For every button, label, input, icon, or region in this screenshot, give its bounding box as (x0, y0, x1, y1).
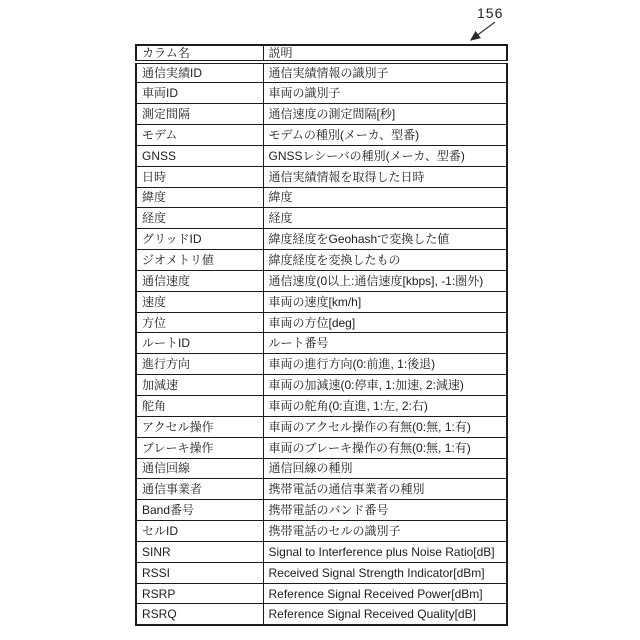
table-row (136, 250, 507, 271)
table-row (136, 166, 507, 187)
column-name-cell: 進行方向 (136, 354, 263, 375)
description-cell: Reference Signal Received Quality[dB] (263, 604, 507, 625)
column-name-cell: 方位 (136, 312, 263, 333)
description-cell: Signal to Interference plus Noise Ratio[dB] (263, 541, 507, 562)
column-name-cell: 通信回線 (136, 458, 263, 479)
column-name-cell: RSSI (136, 562, 263, 583)
description-cell: 車両の識別子 (263, 83, 507, 104)
description-cell: 通信回線の種別 (263, 458, 507, 479)
description-cell: Reference Signal Received Power[dBm] (263, 583, 507, 604)
column-name-cell: 通信実績ID (136, 62, 263, 83)
table-row (136, 125, 507, 146)
header-description: 説明 (263, 45, 507, 62)
table-row (136, 521, 507, 542)
column-name-cell: Band番号 (136, 500, 263, 521)
description-cell: 携帯電話のバンド番号 (263, 500, 507, 521)
table-row (136, 270, 507, 291)
figure-pointer-arrow-icon (450, 0, 510, 50)
column-name-cell: RSRP (136, 583, 263, 604)
description-cell: 通信実績情報を取得した日時 (263, 166, 507, 187)
column-name-cell: グリッドID (136, 229, 263, 250)
table-row (136, 104, 507, 125)
table-row (136, 83, 507, 104)
table-row (136, 416, 507, 437)
header-row (136, 45, 507, 62)
table-row (136, 375, 507, 396)
description-cell: 車両の進行方向(0:前進, 1:後退) (263, 354, 507, 375)
description-cell: モデムの種別(メーカ、型番) (263, 125, 507, 146)
description-cell: 車両の方位[deg] (263, 312, 507, 333)
description-cell: 携帯電話の通信事業者の種別 (263, 479, 507, 500)
table-row (136, 354, 507, 375)
description-cell: 車両の速度[km/h] (263, 291, 507, 312)
table-row (136, 458, 507, 479)
description-cell: 緯度経度をGeohashで変換した値 (263, 229, 507, 250)
table-row (136, 312, 507, 333)
column-name-cell: 経度 (136, 208, 263, 229)
description-cell: 通信実績情報の識別子 (263, 62, 507, 83)
description-cell: GNSSレシーバの種別(メーカ、型番) (263, 145, 507, 166)
column-name-cell: 通信速度 (136, 270, 263, 291)
table-row (136, 500, 507, 521)
column-name-cell: ブレーキ操作 (136, 437, 263, 458)
description-cell: 緯度 (263, 187, 507, 208)
table-row (136, 62, 507, 83)
table-body (136, 62, 507, 625)
column-name-cell: モデム (136, 125, 263, 146)
description-cell: ルート番号 (263, 333, 507, 354)
description-cell: 通信速度(0以上:通信速度[kbps], -1:圏外) (263, 270, 507, 291)
description-cell: 車両の加減速(0:停車, 1:加速, 2:減速) (263, 375, 507, 396)
table-row (136, 541, 507, 562)
table-row (136, 208, 507, 229)
description-cell: 経度 (263, 208, 507, 229)
table-header (136, 45, 507, 62)
column-name-cell: 速度 (136, 291, 263, 312)
table-row (136, 562, 507, 583)
table-row (136, 187, 507, 208)
description-cell: 車両のブレーキ操作の有無(0:無, 1:有) (263, 437, 507, 458)
column-definition-table (135, 44, 508, 626)
table-row (136, 396, 507, 417)
table-row (136, 437, 507, 458)
column-name-cell: 日時 (136, 166, 263, 187)
table-row (136, 291, 507, 312)
column-name-cell: アクセル操作 (136, 416, 263, 437)
description-cell: 携帯電話のセルの識別子 (263, 521, 507, 542)
description-cell: Received Signal Strength Indicator[dBm] (263, 562, 507, 583)
description-cell: 通信速度の測定間隔[秒] (263, 104, 507, 125)
column-name-cell: SINR (136, 541, 263, 562)
description-cell: 緯度経度を変換したもの (263, 250, 507, 271)
table-row (136, 479, 507, 500)
column-name-cell: 加減速 (136, 375, 263, 396)
column-name-cell: 測定間隔 (136, 104, 263, 125)
column-name-cell: 通信事業者 (136, 479, 263, 500)
table-row (136, 604, 507, 625)
column-name-cell: GNSS (136, 145, 263, 166)
table-row (136, 145, 507, 166)
column-name-cell: 車両ID (136, 83, 263, 104)
column-name-cell: ジオメトリ値 (136, 250, 263, 271)
table-row (136, 583, 507, 604)
column-name-cell: RSRQ (136, 604, 263, 625)
column-name-cell: 舵角 (136, 396, 263, 417)
figure-number-label: 156 (477, 5, 504, 21)
description-cell: 車両の舵角(0:直進, 1:左, 2:右) (263, 396, 507, 417)
table-row (136, 229, 507, 250)
column-name-cell: セルID (136, 521, 263, 542)
description-cell: 車両のアクセル操作の有無(0:無, 1:有) (263, 416, 507, 437)
column-name-cell: 緯度 (136, 187, 263, 208)
table-row (136, 333, 507, 354)
header-column-name: カラム名 (136, 45, 263, 62)
column-name-cell: ルートID (136, 333, 263, 354)
